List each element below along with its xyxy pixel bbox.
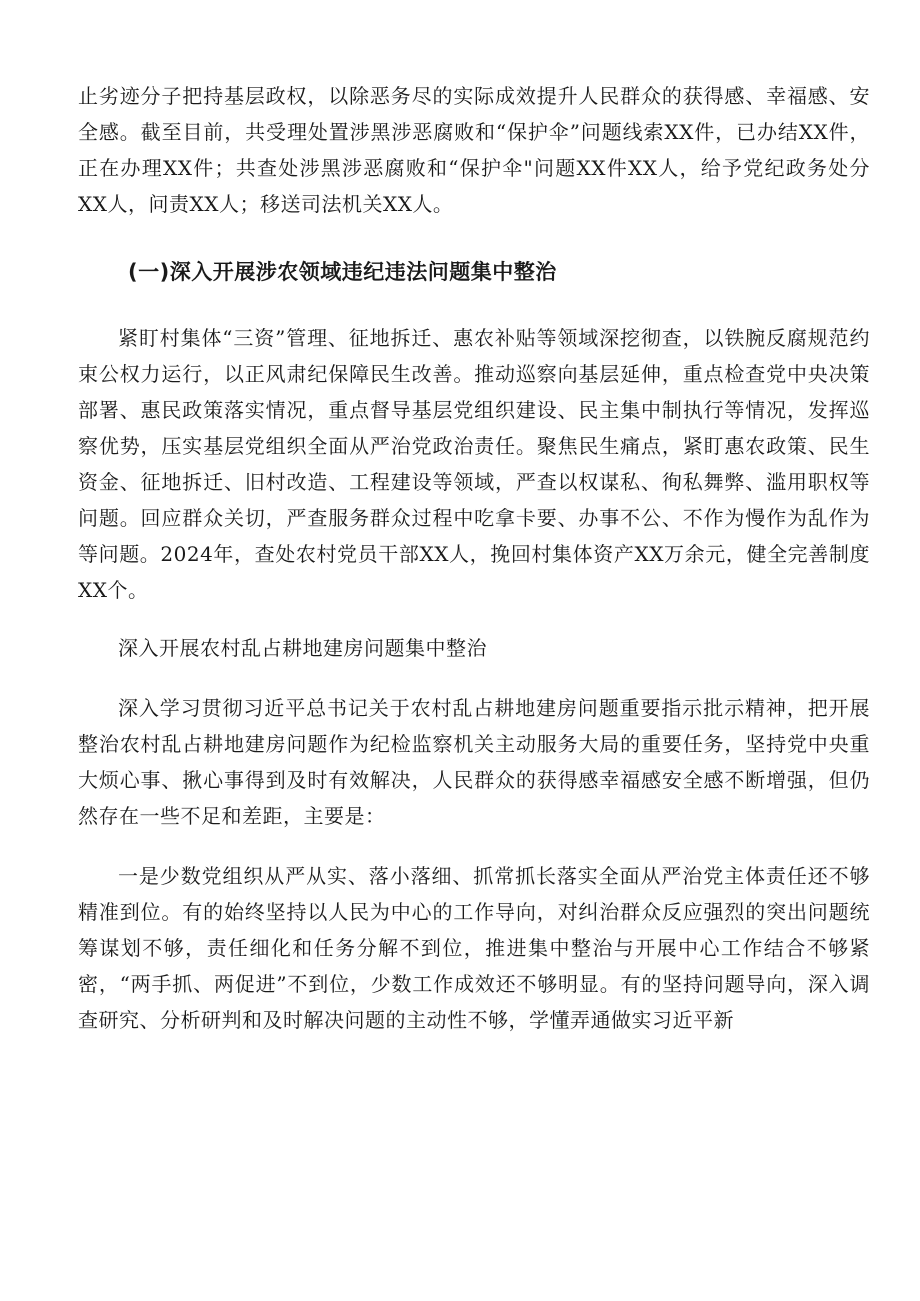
document-page <box>78 78 870 1038</box>
section-heading-1: (一)深入开展涉农领域违纪违法问题集中整治 <box>128 260 557 284</box>
paragraph-continued: 止劣迹分子把持基层政权，以除恶务尽的实际成效提升人民群众的获得感、幸福感、安全感。截至目前，共受理处置涉黑涉恶腐败和“保护伞”问题线索XX件，已办结XX件，正在办理XX件；共查处涉黑涉恶腐败和“保护伞"问题XX件XX人，给予党纪政务处分XX人，问责XX人；移送司法机关XX人。 <box>78 84 870 216</box>
paragraph-rural-rectification: 紧盯村集体“三资”管理、征地拆迁、惠农补贴等领域深挖彻查，以铁腕反腐规范约束公权力运行，以正风肃纪保障民生改善。推动巡察向基层延伸，重点检查党中央决策部署、惠民政策落实情况，重点督导基层党组织建设、民主集中制执行等情况，发挥巡察优势，压实基层党组织全面从严治党政治责任。聚焦民生痛点，紧盯惠农政策、民生资金、征地拆迁、旧村改造、工程建设等领域，严查以权谋私、徇私舞弊、滥用职权等问题。回应群众关切，严查服务群众过程中吃拿卡要、办事不公、不作为慢作为乱作为等问题。2024年，查处农村党员干部XX人，挽回村集体资产XX万余元，健全完善制度XX个。 <box>78 326 870 602</box>
paragraph-farmland-rectification: 深入学习贯彻习近平总书记关于农村乱占耕地建房问题重要指示批示精神，把开展整治农村乱占耕地建房问题作为纪检监察机关主动服务大局的重要任务，坚持党中央重大烦心事、揪心事得到及时有效解决，人民群众的获得感幸福感安全感不断增强，但仍然存在一些不足和差距，主要是： <box>78 696 870 828</box>
section-heading-2: 深入开展农村乱占耕地建房问题集中整治 <box>118 636 487 660</box>
paragraph-issues: 一是少数党组织从严从实、落小落细、抓常抓长落实全面从严治党主体责任还不够精准到位。有的始终坚持以人民为中心的工作导向，对纠治群众反应强烈的突出问题统筹谋划不够，责任细化和任务分解不到位，推进集中整治与开展中心工作结合不够紧密，“两手抓、两促进”不到位，少数工作成效还不够明显。有的坚持问题导向，深入调查研究、分析研判和及时解决问题的主动性不够，学懂弄通做实习近平新 <box>78 864 870 1032</box>
